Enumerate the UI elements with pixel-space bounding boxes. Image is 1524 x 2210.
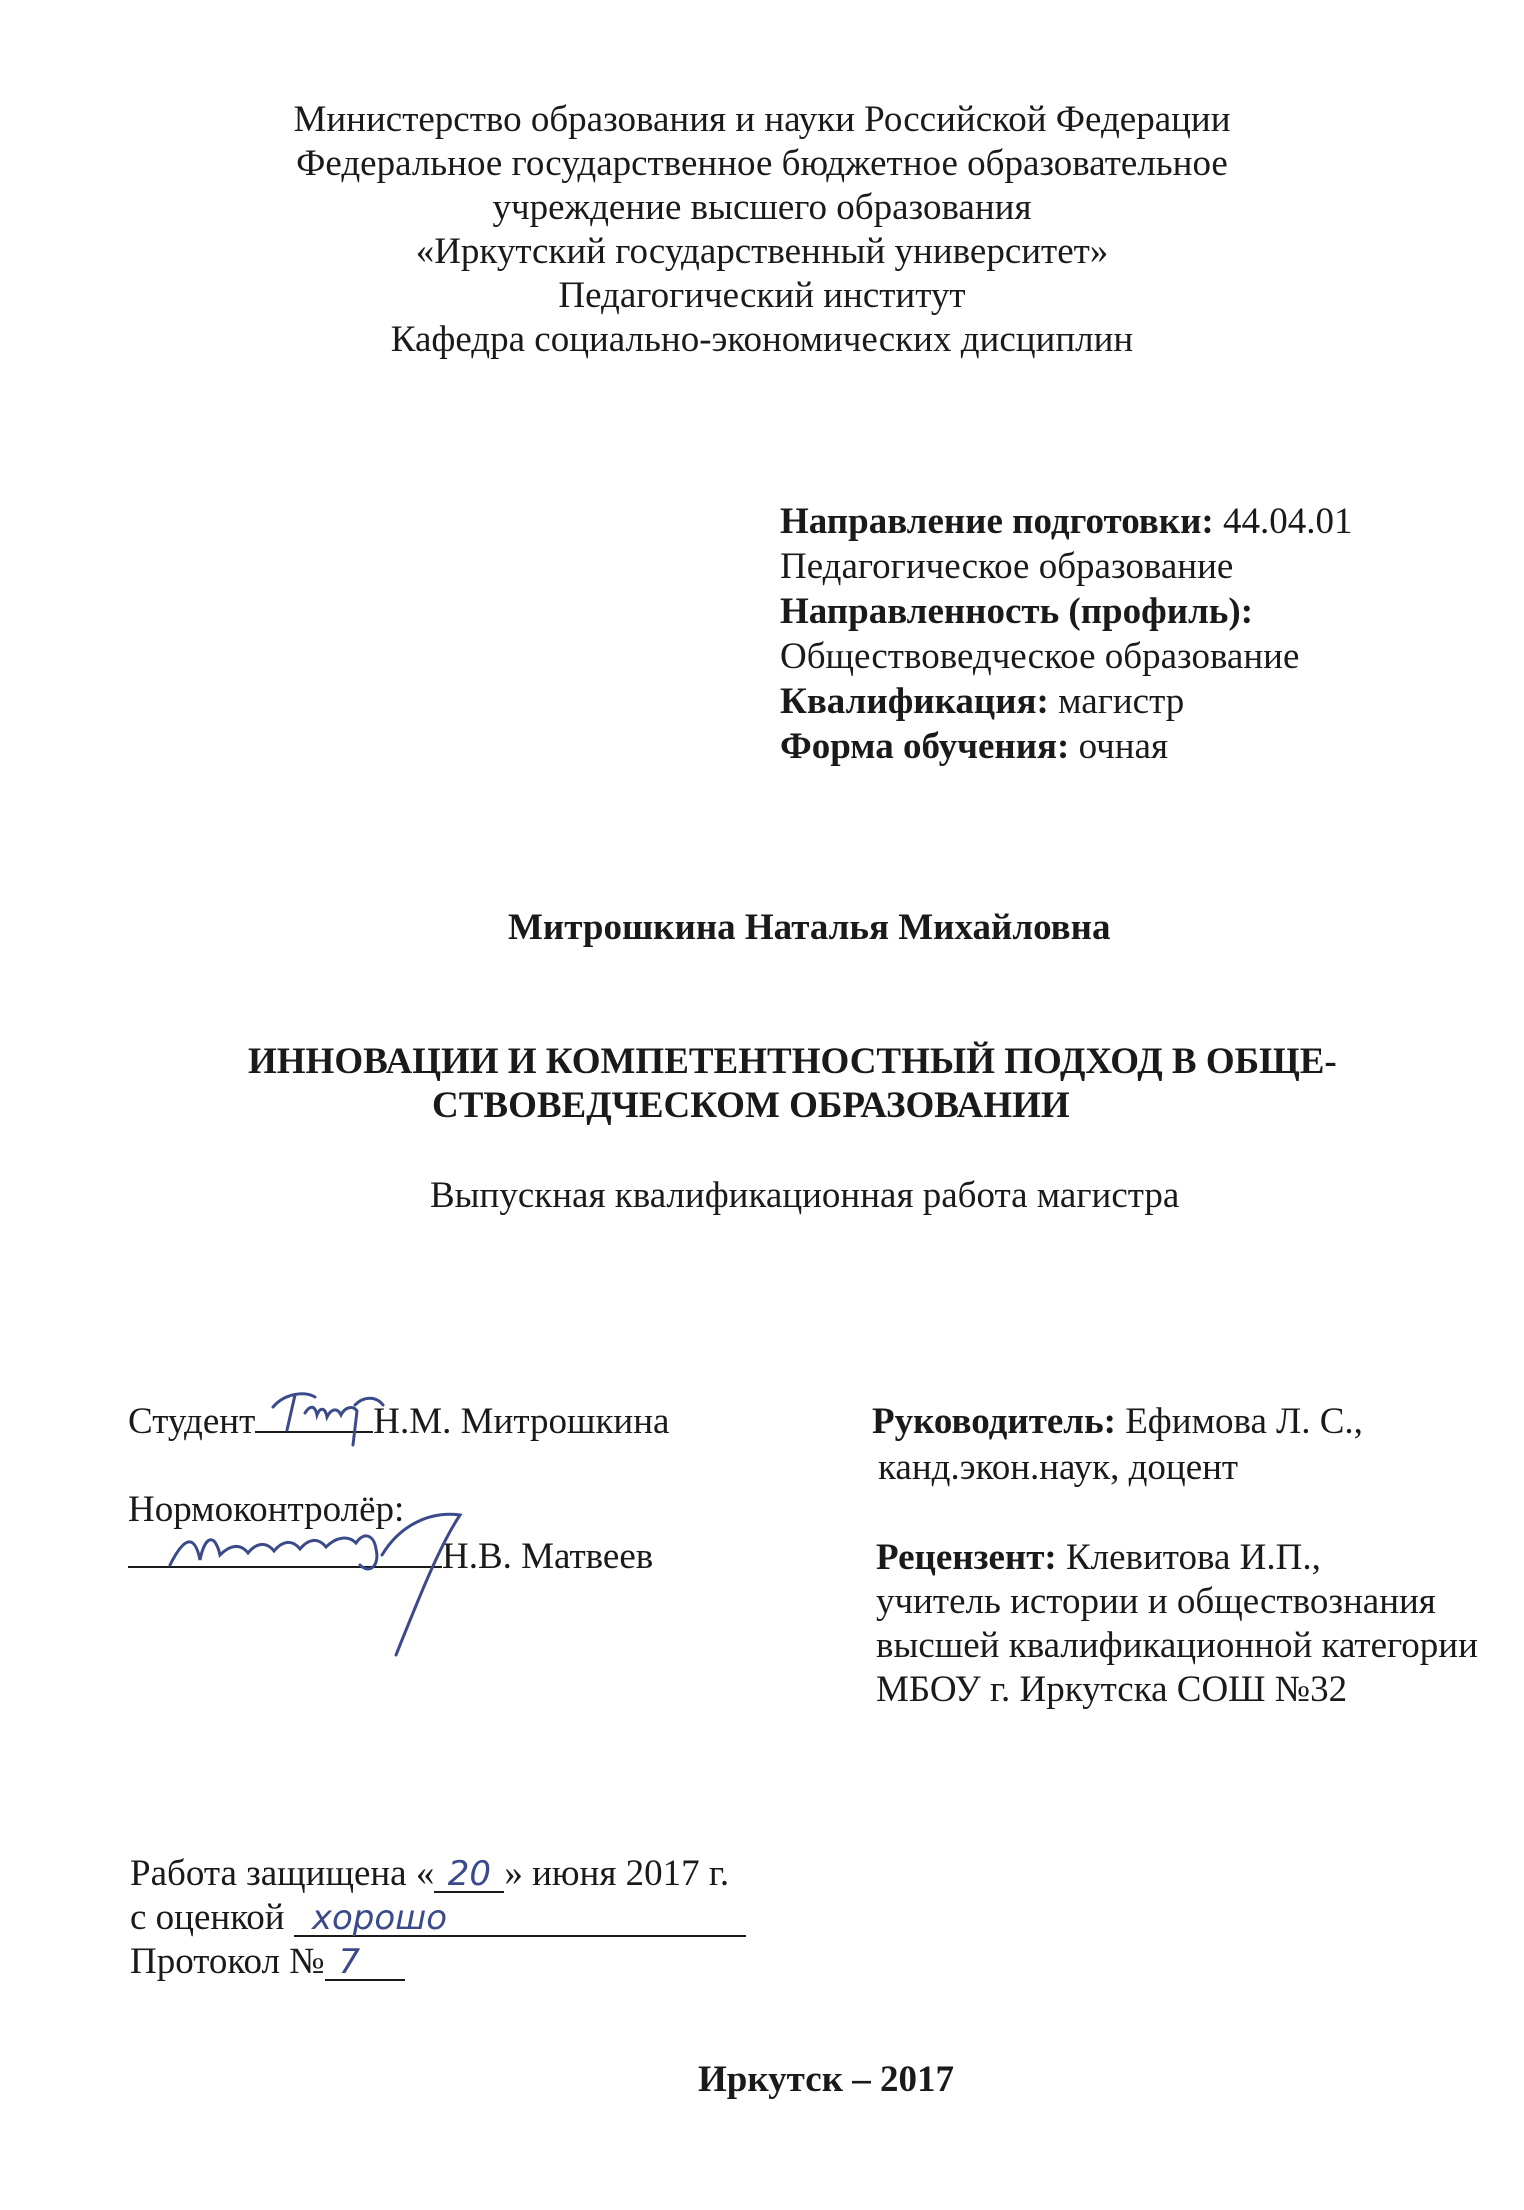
header-line-federal: Федеральное государственное бюджетное образовательное xyxy=(296,143,1228,184)
protocol-number: 7 xyxy=(325,1945,405,1981)
supervisor-title: канд.экон.наук, доцент xyxy=(878,1447,1239,1488)
form-line xyxy=(780,725,1168,769)
work-type: Выпускная квалификационная работа магистра xyxy=(430,1175,1180,1216)
form-label: Форма обучения: xyxy=(780,726,1070,767)
profile-label: Направленность (профиль): xyxy=(780,591,1254,632)
qualification-line xyxy=(780,680,1184,724)
profile-value: Обществоведческое образование xyxy=(780,636,1300,677)
thesis-title-line1: ИННОВАЦИИ И КОМПЕТЕНТНОСТНЫЙ ПОДХОД В ОБЩЕ- xyxy=(248,1041,1337,1082)
header-line-department: Кафедра социально-экономических дисциплин xyxy=(390,319,1134,360)
protocol-line xyxy=(130,1940,405,1984)
header-line-institute: Педагогический институт xyxy=(558,275,966,316)
city-year: Иркутск – 2017 xyxy=(698,2059,955,2100)
qualification-label: Квалификация: xyxy=(780,681,1049,722)
direction-code: 44.04.01 xyxy=(1213,501,1353,542)
supervisor-line xyxy=(872,1400,1363,1444)
header-line-ministry: Министерство образования и науки Российской Федерации xyxy=(293,99,1231,140)
reviewer-category: высшей квалификационной категории xyxy=(876,1625,1478,1666)
form-value: очная xyxy=(1069,726,1169,767)
normcontrol-label: Нормоконтролёр: xyxy=(128,1489,405,1530)
reviewer-line xyxy=(876,1536,1321,1580)
reviewer-school: МБОУ г. Иркутска СОШ №32 xyxy=(876,1669,1348,1710)
student-signature xyxy=(265,1385,395,1455)
direction-name: Педагогическое образование xyxy=(780,546,1234,587)
author-name: Митрошкина Наталья Михайловна xyxy=(508,907,1111,948)
direction-line xyxy=(780,500,1353,544)
qualification-value: магистр xyxy=(1048,681,1185,722)
student-name: Н.М. Митрошкина xyxy=(373,1401,670,1442)
grade-value: хорошо xyxy=(294,1901,746,1937)
defense-prefix: Работа защищена « xyxy=(130,1853,435,1894)
reviewer-name: Клевитова И.П., xyxy=(1056,1537,1321,1578)
protocol-label: Протокол № xyxy=(130,1941,325,1982)
normcontrol-name: Н.В. Матвеев xyxy=(442,1536,654,1577)
normcontrol-signature xyxy=(160,1505,480,1675)
header-line-institution-type: учреждение высшего образования xyxy=(492,187,1032,228)
grade-line xyxy=(130,1896,746,1940)
defense-suffix: » июня 2017 г. xyxy=(504,1853,730,1894)
header-line-university: «Иркутский государственный университет» xyxy=(415,231,1109,272)
reviewer-label: Рецензент: xyxy=(876,1537,1057,1578)
defense-date-line xyxy=(130,1852,729,1896)
reviewer-position: учитель истории и обществознания xyxy=(876,1581,1436,1622)
student-line xyxy=(128,1400,669,1444)
direction-label: Направление подготовки: xyxy=(780,501,1214,542)
student-label: Студент xyxy=(128,1401,256,1442)
supervisor-name: Ефимова Л. С., xyxy=(1115,1401,1363,1442)
defense-day: 20 xyxy=(434,1857,504,1893)
supervisor-label: Руководитель: xyxy=(872,1401,1116,1442)
thesis-title-line2: СТВОВЕДЧЕСКОМ ОБРАЗОВАНИИ xyxy=(432,1085,1070,1126)
grade-label: с оценкой xyxy=(130,1897,294,1938)
